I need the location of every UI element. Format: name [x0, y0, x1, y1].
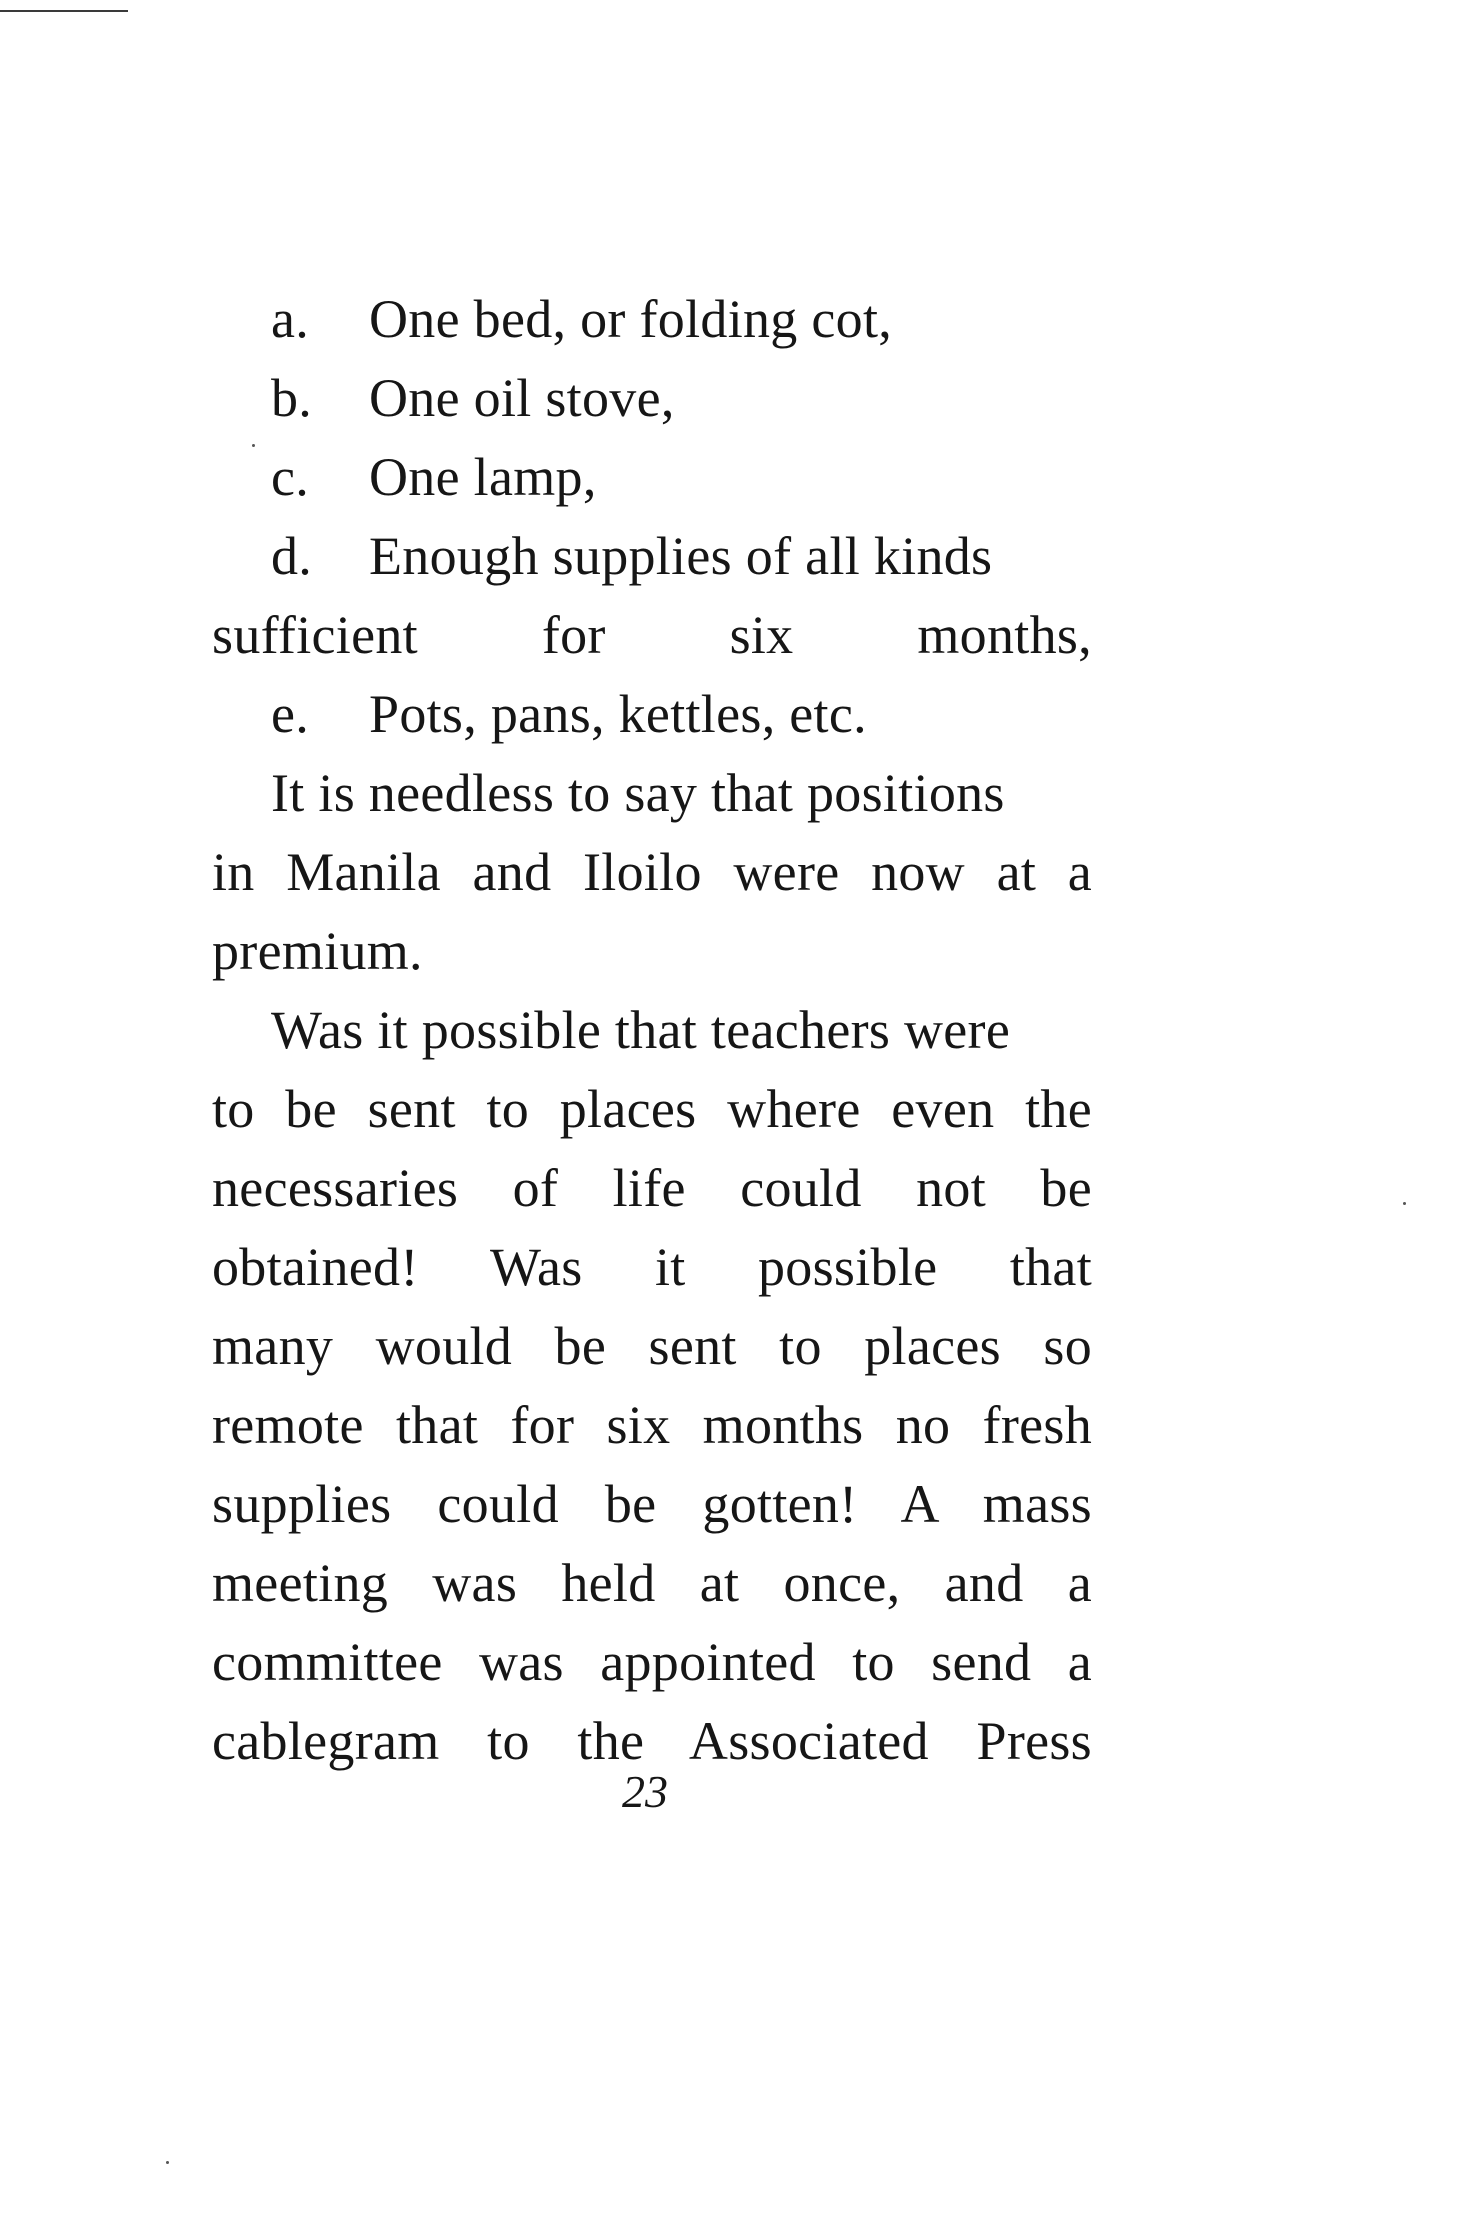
list-item: [212, 280, 1092, 359]
paragraph-line: obtained! Was it possible that: [212, 1237, 1092, 1297]
list-item-letter: e.: [271, 684, 310, 744]
paragraph-line: to be sent to places where even the: [212, 1079, 1092, 1139]
list-item-text: Enough supplies of all kinds: [369, 526, 993, 586]
paragraph-line: supplies could be gotten! A mass: [212, 1474, 1092, 1534]
paragraph-line: meeting was held at once, and a: [212, 1553, 1092, 1613]
paragraph-line: many would be sent to places so: [212, 1316, 1092, 1376]
corner-rule: [0, 10, 128, 12]
list-item-letter: d.: [271, 526, 313, 586]
paragraph-line: It is needless to say that positions: [271, 763, 1005, 823]
paper-speck: [1403, 1202, 1406, 1205]
list-item: [212, 438, 1092, 517]
paragraph-line: remote that for six months no fresh: [212, 1395, 1092, 1455]
paragraph-line: premium.: [212, 921, 423, 981]
paragraph-line: Was it possible that teachers were: [271, 1000, 1011, 1060]
paragraph-line: in Manila and Iloilo were now at a: [212, 842, 1092, 902]
page-text: [212, 280, 1092, 1781]
paper-speck: [166, 2161, 169, 2164]
paragraph-line: necessaries of life could not be: [212, 1158, 1092, 1218]
page-number: 23: [622, 1766, 668, 1817]
list-item-text: One oil stove,: [369, 368, 675, 428]
list-item-letter: c.: [271, 447, 310, 507]
list-item: [212, 517, 1092, 596]
list-item-letter: b.: [271, 368, 313, 428]
list-item-text: One bed, or folding cot,: [369, 289, 893, 349]
list-item-text: One lamp,: [369, 447, 597, 507]
list-item-letter: a.: [271, 289, 310, 349]
list-item: [212, 675, 1092, 754]
paragraph-line: committee was appointed to send a: [212, 1632, 1092, 1692]
list-item-continuation: sufficient for six months,: [212, 605, 1092, 665]
list-item: [212, 359, 1092, 438]
paragraph-line: cablegram to the Associated Press: [212, 1711, 1092, 1771]
list-item-text: Pots, pans, kettles, etc.: [369, 684, 867, 744]
